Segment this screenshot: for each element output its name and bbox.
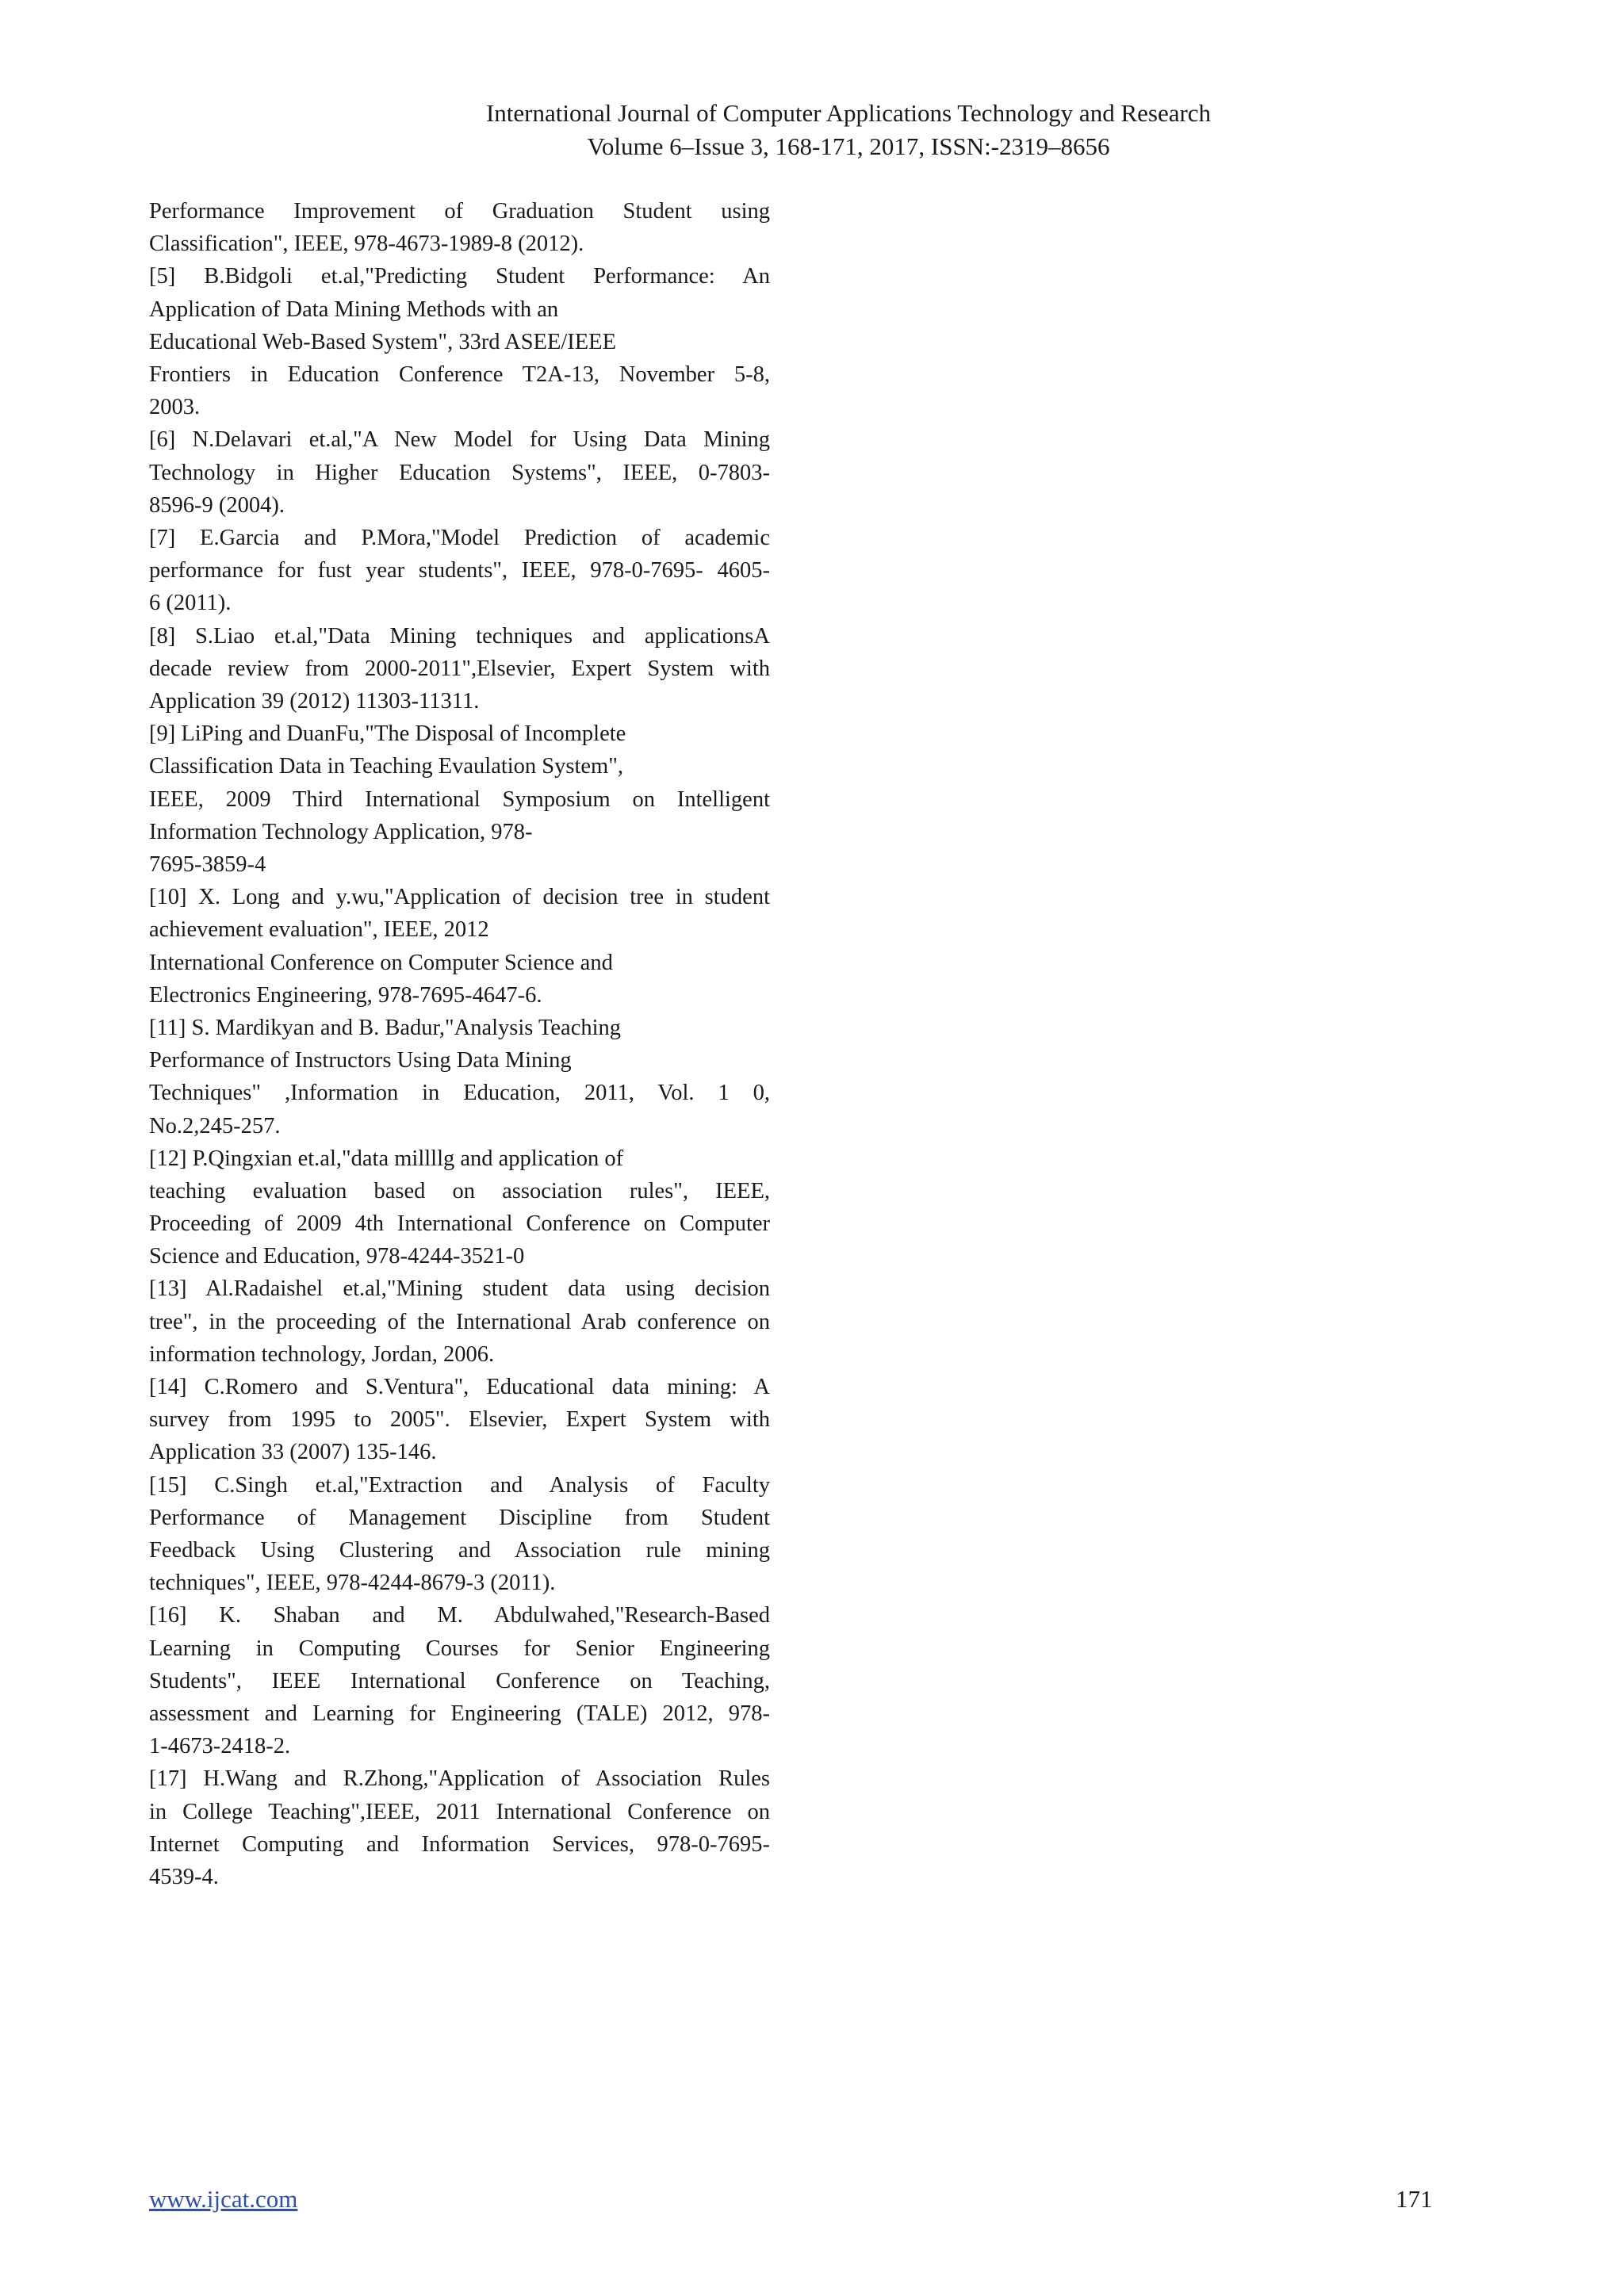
page-number: 171 [1396, 2185, 1433, 2213]
reference-line: Electronics Engineering, 978-7695-4647-6. [149, 982, 542, 1008]
reference-line: [17] H.Wang and R.Zhong,"Application of Association Rules [149, 1766, 770, 1792]
reference-line: Proceeding of 2009 4th International Conference on Computer [149, 1211, 770, 1237]
reference-line: Performance of Instructors Using Data Mining [149, 1048, 572, 1073]
reference-line: techniques", IEEE, 978-4244-8679-3 (2011). [149, 1571, 556, 1596]
reference-line: [13] Al.Radaishel et.al,"Mining student data using decision [149, 1276, 770, 1302]
reference-line: Techniques" ,Information in Education, 2011, Vol. 1 0, [149, 1081, 770, 1106]
footer-website-link[interactable]: www.ijcat.com [149, 2185, 298, 2213]
reference-line: Students", IEEE International Conference on Teaching, [149, 1668, 770, 1693]
reference-line: Educational Web-Based System", 33rd ASEE/IEEE [149, 329, 616, 354]
reference-line: Information Technology Application, 978- [149, 819, 533, 844]
reference-line: assessment and Learning for Engineering (TALE) 2012, 978- [149, 1701, 770, 1726]
reference-line: [9] LiPing and DuanFu,"The Disposal of Incomplete [149, 721, 626, 747]
reference-line: Feedback Using Clustering and Association rule mining [149, 1538, 770, 1563]
reference-line: Application of Data Mining Methods with an [149, 297, 559, 322]
journal-title: International Journal of Computer Applications Technology and Research [485, 99, 1212, 127]
reference-line: Science and Education, 978-4244-3521-0 [149, 1244, 525, 1269]
volume-issue-info: Volume 6–Issue 3, 168-171, 2017, ISSN:-2319–8656 [587, 132, 1110, 160]
reference-line: [14] C.Romero and S.Ventura", Educational data mining: A [149, 1375, 770, 1400]
reference-line: No.2,245-257. [149, 1113, 281, 1138]
running-header [238, 97, 1459, 163]
reference-line: teaching evaluation based on association rules", IEEE, [149, 1178, 770, 1203]
reference-line: achievement evaluation", IEEE, 2012 [149, 917, 489, 943]
reference-line: decade review from 2000-2011",Elsevier, Expert System with [149, 656, 770, 681]
reference-line: in College Teaching",IEEE, 2011 International Conference on [149, 1799, 770, 1824]
reference-line: Classification Data in Teaching Evaulation System", [149, 754, 623, 779]
reference-line: Frontiers in Education Conference T2A-13, November 5-8, [149, 362, 770, 387]
reference-line: IEEE, 2009 Third International Symposium on Intelligent [149, 786, 770, 812]
reference-line: [10] X. Long and y.wu,"Application of decision tree in student [149, 885, 770, 910]
reference-line: [7] E.Garcia and P.Mora,"Model Prediction of academic [149, 525, 770, 550]
reference-line: Classification", IEEE, 978-4673-1989-8 (2012). [149, 232, 584, 257]
reference-line: Application 33 (2007) 135-146. [149, 1440, 437, 1465]
reference-line: [6] N.Delavari et.al,"A New Model for Using Data Mining [149, 427, 770, 453]
reference-line: Internet Computing and Information Services, 978-0-7695- [149, 1831, 770, 1857]
reference-line: International Conference on Computer Science and [149, 950, 613, 975]
reference-line: Performance Improvement of Graduation Student using [149, 199, 770, 224]
reference-line: [11] S. Mardikyan and B. Badur,"Analysis Teaching [149, 1015, 622, 1040]
reference-line: 8596-9 (2004). [149, 492, 285, 518]
reference-line: [5] B.Bidgoli et.al,"Predicting Student Performance: An [149, 264, 770, 289]
reference-line: Learning in Computing Courses for Senior Engineering [149, 1636, 770, 1661]
reference-line: [16] K. Shaban and M. Abdulwahed,"Research-Based [149, 1603, 770, 1628]
reference-line: 1-4673-2418-2. [149, 1734, 291, 1759]
reference-line: survey from 1995 to 2005". Elsevier, Expert System with [149, 1407, 770, 1433]
reference-line: 6 (2011). [149, 591, 232, 616]
reference-line: tree", in the proceeding of the International Arab conference on [149, 1309, 770, 1334]
reference-line: 4539-4. [149, 1864, 219, 1889]
references-column [149, 195, 770, 1893]
reference-line: performance for fust year students", IEEE, 978-0-7695- 4605- [149, 558, 770, 584]
reference-line: 7695-3859-4 [149, 851, 266, 877]
reference-line: Application 39 (2012) 11303-11311. [149, 688, 480, 714]
reference-line: [15] C.Singh et.al,"Extraction and Analysis of Faculty [149, 1472, 770, 1498]
reference-line: Technology in Higher Education Systems", IEEE, 0-7803- [149, 460, 770, 485]
reference-line: [8] S.Liao et.al,"Data Mining techniques and applicationsA [149, 623, 770, 649]
reference-line: 2003. [149, 395, 201, 420]
reference-line: information technology, Jordan, 2006. [149, 1341, 495, 1367]
reference-line: [12] P.Qingxian et.al,"data millllg and application of [149, 1146, 624, 1171]
reference-line: Performance of Management Discipline from Student [149, 1505, 770, 1530]
